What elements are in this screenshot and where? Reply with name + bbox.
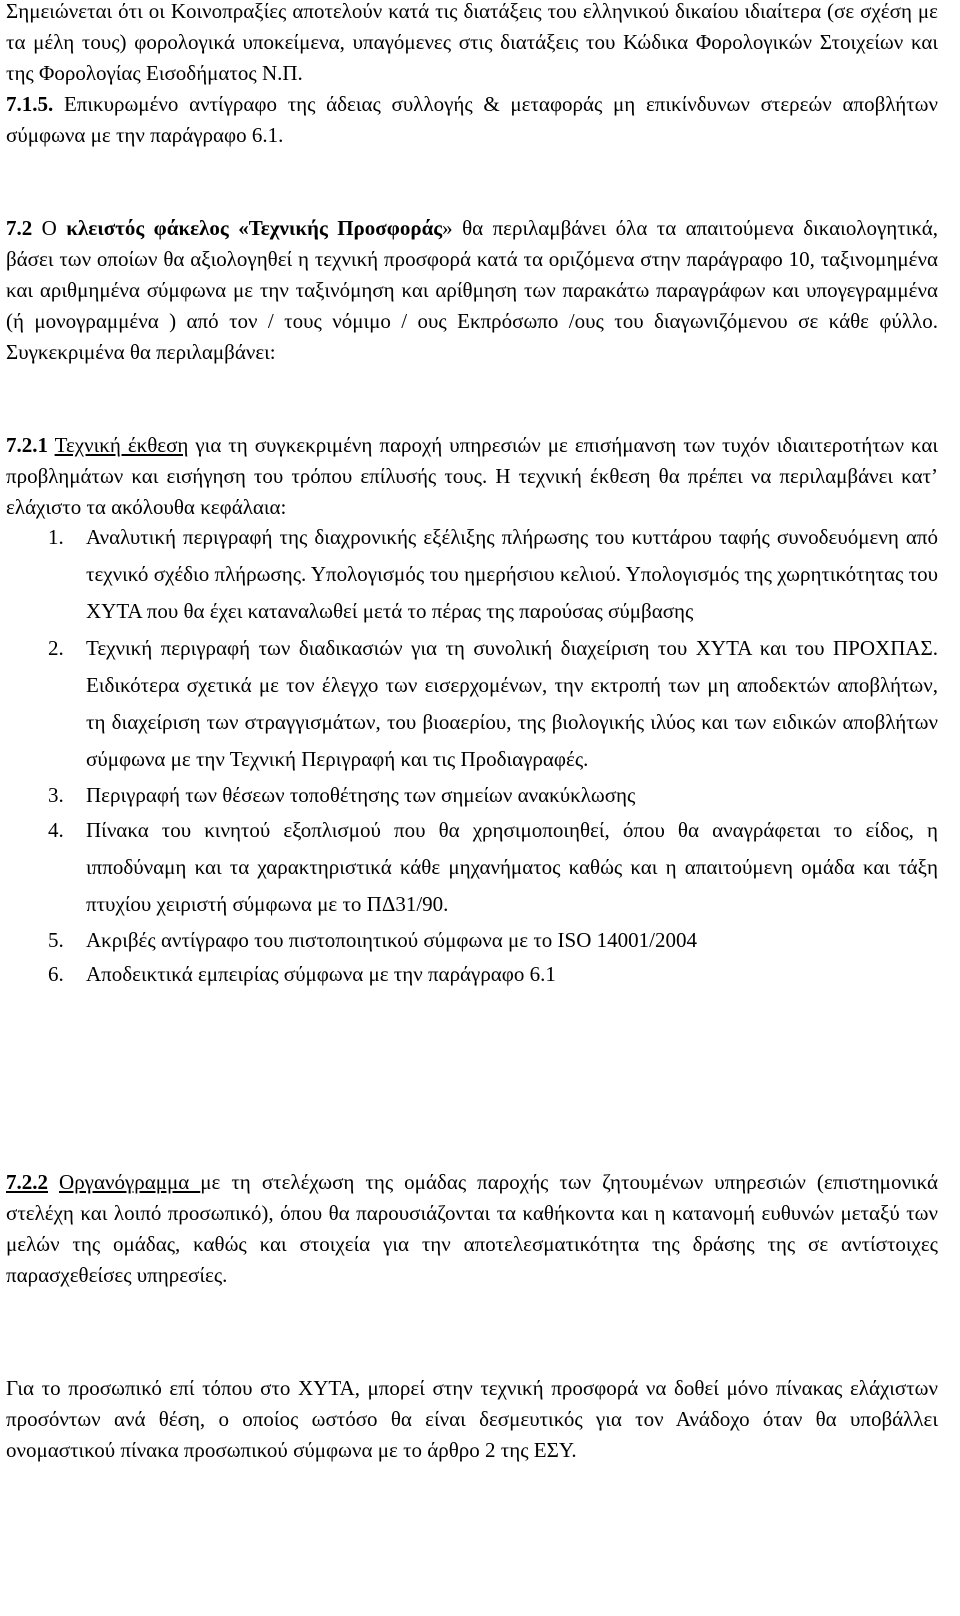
section-7-2-2 [6, 1167, 938, 1291]
list-text: Πίνακα του κινητού εξοπλισμού που θα χρησιμοποιηθεί, όπου θα αναγράφεται το είδος, η ιπποδύναμη και τα χαρακτηριστικά κάθε μηχανήματος καθώς και η απαιτούμενη ομάδα και τάξη πτυχίου χειριστή σύμφωνα με το ΠΔ31/90. [86, 818, 938, 916]
list-number: 5. [48, 928, 64, 952]
section-7-2 [6, 213, 938, 368]
section-text: για τη συγκεκριμένη παροχή υπηρεσιών με επισήμανση των τυχόν ιδιαιτεροτήτων και προβλημάτων και εισήγηση του τρόπου επίλυσής τους. Η τεχνική έκθεση θα πρέπει να περιλαμβάνει κατ’ ελάχιστο τα ακόλουθα κεφάλαια: [6, 433, 938, 519]
list-item [0, 630, 938, 778]
section-title: Οργανόγραμμα [59, 1170, 201, 1194]
list-text: Ακριβές αντίγραφο του πιστοποιητικού σύμφωνα με το ISO 14001/2004 [86, 928, 697, 952]
section-text: Επικυρωμένο αντίγραφο της άδειας συλλογής & μεταφοράς μη επικίνδυνων στερεών αποβλήτων σύμφωνα με την παράγραφο 6.1. [6, 92, 938, 147]
section-text: » θα περιλαμβάνει όλα τα απαιτούμενα δικαιολογητικά, βάσει των οποίων θα αξιολογηθεί η τεχνική προσφορά κατά τα οριζόμενα στην παράγραφο 10, ταξινομημένα και αριθμημένα σύμφωνα με την ταξινόμηση και αρίθμηση των παρακάτω παραγράφων και υπογεγραμμένα (ή μονογραμμένα ) από τον / τους νόμιμο / ους Εκπρόσωπο /ους του διαγωνιζόμενου σε κάθε φύλλο. Συγκεκριμένα θα περιλαμβάνει: [6, 216, 939, 364]
section-number: 7.1.5. [6, 92, 54, 116]
list-text: Τεχνική περιγραφή των διαδικασιών για τη συνολική διαχείριση του ΧΥΤΑ και του ΠΡΟΧΠΑΣ. Ειδικότερα σχετικά με τον έλεγχο των εισερχομένων, την εκτροπή των μη αποδεκτών αποβλήτων, τη διαχείριση των στραγγισμάτων, του βιοαερίου, της βιολογικής ιλύος και των ειδικών αποβλήτων σύμφωνα με την Τεχνική Περιγραφή και τις Προδιαγραφές. [86, 636, 938, 771]
section-text: με τη στελέχωση της ομάδας παροχής των ζητουμένων υπηρεσιών (επιστημονικά στελέχη και λοιπό προσωπικό), όπου θα παρουσιάζονται τα καθήκοντα και η κατανομή ευθυνών μεταξύ των μελών της ομάδας, καθώς και στοιχεία για την αποτελεσματικότητα της δράσης της σε αντίστοιχες παρασχεθείσες υπηρεσίες. [6, 1170, 938, 1287]
list-item [0, 923, 938, 957]
list-text: Αποδεικτικά εμπειρίας σύμφωνα με την παράγραφο 6.1 [86, 962, 556, 986]
list-text: Περιγραφή των θέσεων τοποθέτησης των σημείων ανακύκλωσης [86, 783, 636, 807]
section-title: Τεχνική έκθεση [54, 433, 189, 457]
list-number: 1. [48, 525, 64, 549]
list-item [0, 778, 938, 812]
list-item [0, 812, 938, 923]
personnel-paragraph: Για το προσωπικό επί τόπου στο ΧΥΤΑ, μπορεί στην τεχνική προσφορά να δοθεί μόνο πίνακας ελάχιστων προσόντων ανά θέση, ο οποίος ωστόσο θα είναι δεσμευτικός για τον Ανάδοχο όταν θα υποβάλλει ονομαστικού πίνακα προσωπικού σύμφωνα με το άρθρο 2 της ΕΣΥ. [6, 1376, 938, 1462]
section-7-1-5 [6, 89, 938, 151]
intro-paragraph: Σημειώνεται ότι οι Κοινοπραξίες αποτελούν κατά τις διατάξεις του ελληνικού δικαίου ιδιαίτερα (σε σχέση με τα μέλη τους) φορολογικά υποκείμενα, υπαγόμενες στις διατάξεις του Κώδικα Φορολογικών Στοιχείων και της Φορολογίας Εισοδήματος Ν.Π. [6, 0, 938, 85]
list-item [0, 957, 938, 991]
section-title: κλειστός φάκελος «Τεχνικής Προσφοράς [66, 216, 443, 240]
section-number: 7.2.2 [6, 1170, 48, 1194]
list-number: 2. [48, 636, 64, 660]
list-number: 4. [48, 818, 64, 842]
section-text: Ο [32, 216, 67, 240]
list-number: 3. [48, 783, 64, 807]
section-number: 7.2.1 [6, 433, 48, 457]
list-item [0, 519, 938, 630]
section-7-2-1 [6, 430, 938, 523]
required-chapters-list [0, 519, 938, 991]
list-number: 6. [48, 962, 64, 986]
section-number: 7.2 [6, 216, 33, 240]
list-text: Αναλυτική περιγραφή της διαχρονικής εξέλιξης πλήρωσης του κυττάρου ταφής συνοδευόμενη από τεχνικό σχέδιο πλήρωσης. Υπολογισμός του ημερήσιου κελιού. Υπολογισμός της χωρητικότητας του ΧΥΤΑ που θα έχει καταναλωθεί μετά το πέρας της παρούσας σύμβασης [86, 525, 938, 623]
